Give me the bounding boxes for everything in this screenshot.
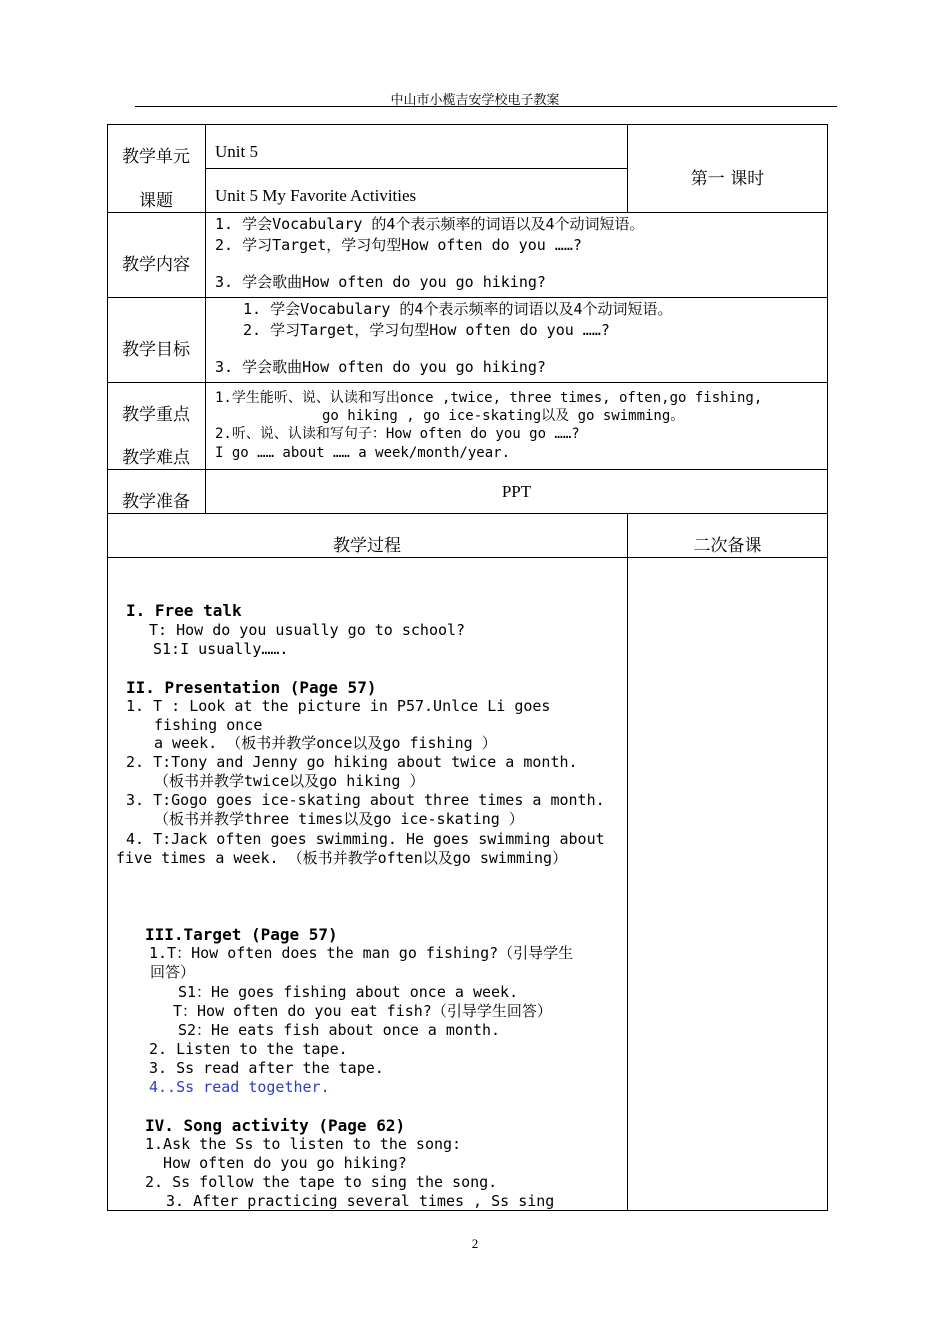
key-item: 1.学生能听、说、认读和写出once ,twice, three times, often,go fishing, <box>215 390 763 406</box>
process-line: 回答） <box>150 963 196 981</box>
topic-label: 课题 <box>139 191 173 211</box>
content-item: 1. 学会Vocabulary 的4个表示频率的词语以及4个动词短语。 <box>215 215 645 233</box>
content-label: 教学内容 <box>122 255 190 275</box>
row-divider <box>205 168 627 169</box>
key-item: I go …… about …… a week/month/year. <box>215 445 511 461</box>
process-line: S1：He goes fishing about once a week. <box>178 983 519 1001</box>
process-line: 1.T：How often does the man go fishing?（引导学生 <box>149 944 574 962</box>
process-line: S2：He eats fish about once a month. <box>178 1021 501 1039</box>
process-line: 2. Ss follow the tape to sing the song. <box>145 1173 498 1191</box>
row-divider <box>107 212 828 213</box>
process-line: 2. T:Tony and Jenny go hiking about twice a month. <box>126 753 578 771</box>
row-divider <box>107 297 828 298</box>
process-line: five times a week. （板书并教学often以及go swimming） <box>116 849 568 867</box>
process-line: a week. （板书并教学once以及go fishing ） <box>154 734 497 752</box>
section-title: III.Target (Page 57) <box>145 925 338 944</box>
key-label: 教学重点 <box>122 405 190 425</box>
process-header: 教学过程 <box>333 536 401 556</box>
process-line: 3. After practicing several times , Ss sing <box>166 1192 555 1210</box>
section-title: II. Presentation (Page 57) <box>126 678 377 697</box>
process-line: How often do you go hiking? <box>163 1154 407 1172</box>
content-item: 2. 学习Target，学习句型How often do you ……? <box>215 236 582 254</box>
section-title: I. Free talk <box>126 601 242 620</box>
key-item: 2.听、说、认读和写句子：How often do you go ……? <box>215 426 580 442</box>
column-divider <box>627 513 628 1211</box>
goal-item: 2. 学习Target，学习句型How often do you ……? <box>243 321 610 339</box>
process-line-highlighted: 4..Ss read together. <box>149 1078 330 1096</box>
process-line: （板书并教学three times以及go ice-skating ） <box>154 810 524 828</box>
page-number: 2 <box>471 1236 479 1251</box>
goal-item: 1. 学会Vocabulary 的4个表示频率的词语以及4个动词短语。 <box>243 300 673 318</box>
row-divider <box>107 382 828 383</box>
prep-label: 教学准备 <box>122 492 190 512</box>
process-line: 1. T : Look at the picture in P57.Unlce Li goes <box>126 697 551 715</box>
lesson-label: 第一 课时 <box>690 169 765 189</box>
secondary-header: 二次备课 <box>693 536 762 556</box>
unit-value: Unit 5 <box>215 142 258 161</box>
process-line: fishing once <box>154 716 263 734</box>
process-line: 1.Ask the Ss to listen to the song: <box>145 1135 462 1153</box>
key-item: go hiking , go ice-skating以及 go swimming。 <box>322 408 685 424</box>
column-divider <box>205 124 206 513</box>
document-header: 中山市小榄吉安学校电子教案 <box>390 93 560 108</box>
header-divider <box>135 106 837 107</box>
process-line: 4. T:Jack often goes swimming. He goes swimming about <box>126 830 605 848</box>
process-line: 3. Ss read after the tape. <box>149 1059 384 1077</box>
content-item: 3. 学会歌曲How often do you go hiking? <box>215 273 546 291</box>
process-line: T：How often do you eat fish?（引导学生回答） <box>173 1002 552 1020</box>
section-title: IV. Song activity (Page 62) <box>145 1116 406 1135</box>
goal-item: 3. 学会歌曲How often do you go hiking? <box>215 358 546 376</box>
process-line: （板书并教学twice以及go hiking ） <box>154 772 425 790</box>
row-divider <box>107 469 828 470</box>
row-divider <box>107 557 828 558</box>
goal-label: 教学目标 <box>122 340 190 360</box>
process-line: 3. T:Gogo goes ice-skating about three times a month. <box>126 791 605 809</box>
unit-label: 教学单元 <box>122 147 190 167</box>
topic-value: Unit 5 My Favorite Activities <box>215 186 417 205</box>
prep-value: PPT <box>501 482 532 501</box>
process-line: 2. Listen to the tape. <box>149 1040 348 1058</box>
row-divider <box>107 513 828 514</box>
difficulty-label: 教学难点 <box>122 448 190 468</box>
process-line: S1:I usually……. <box>153 640 289 658</box>
process-line: T: How do you usually go to school? <box>149 621 466 639</box>
